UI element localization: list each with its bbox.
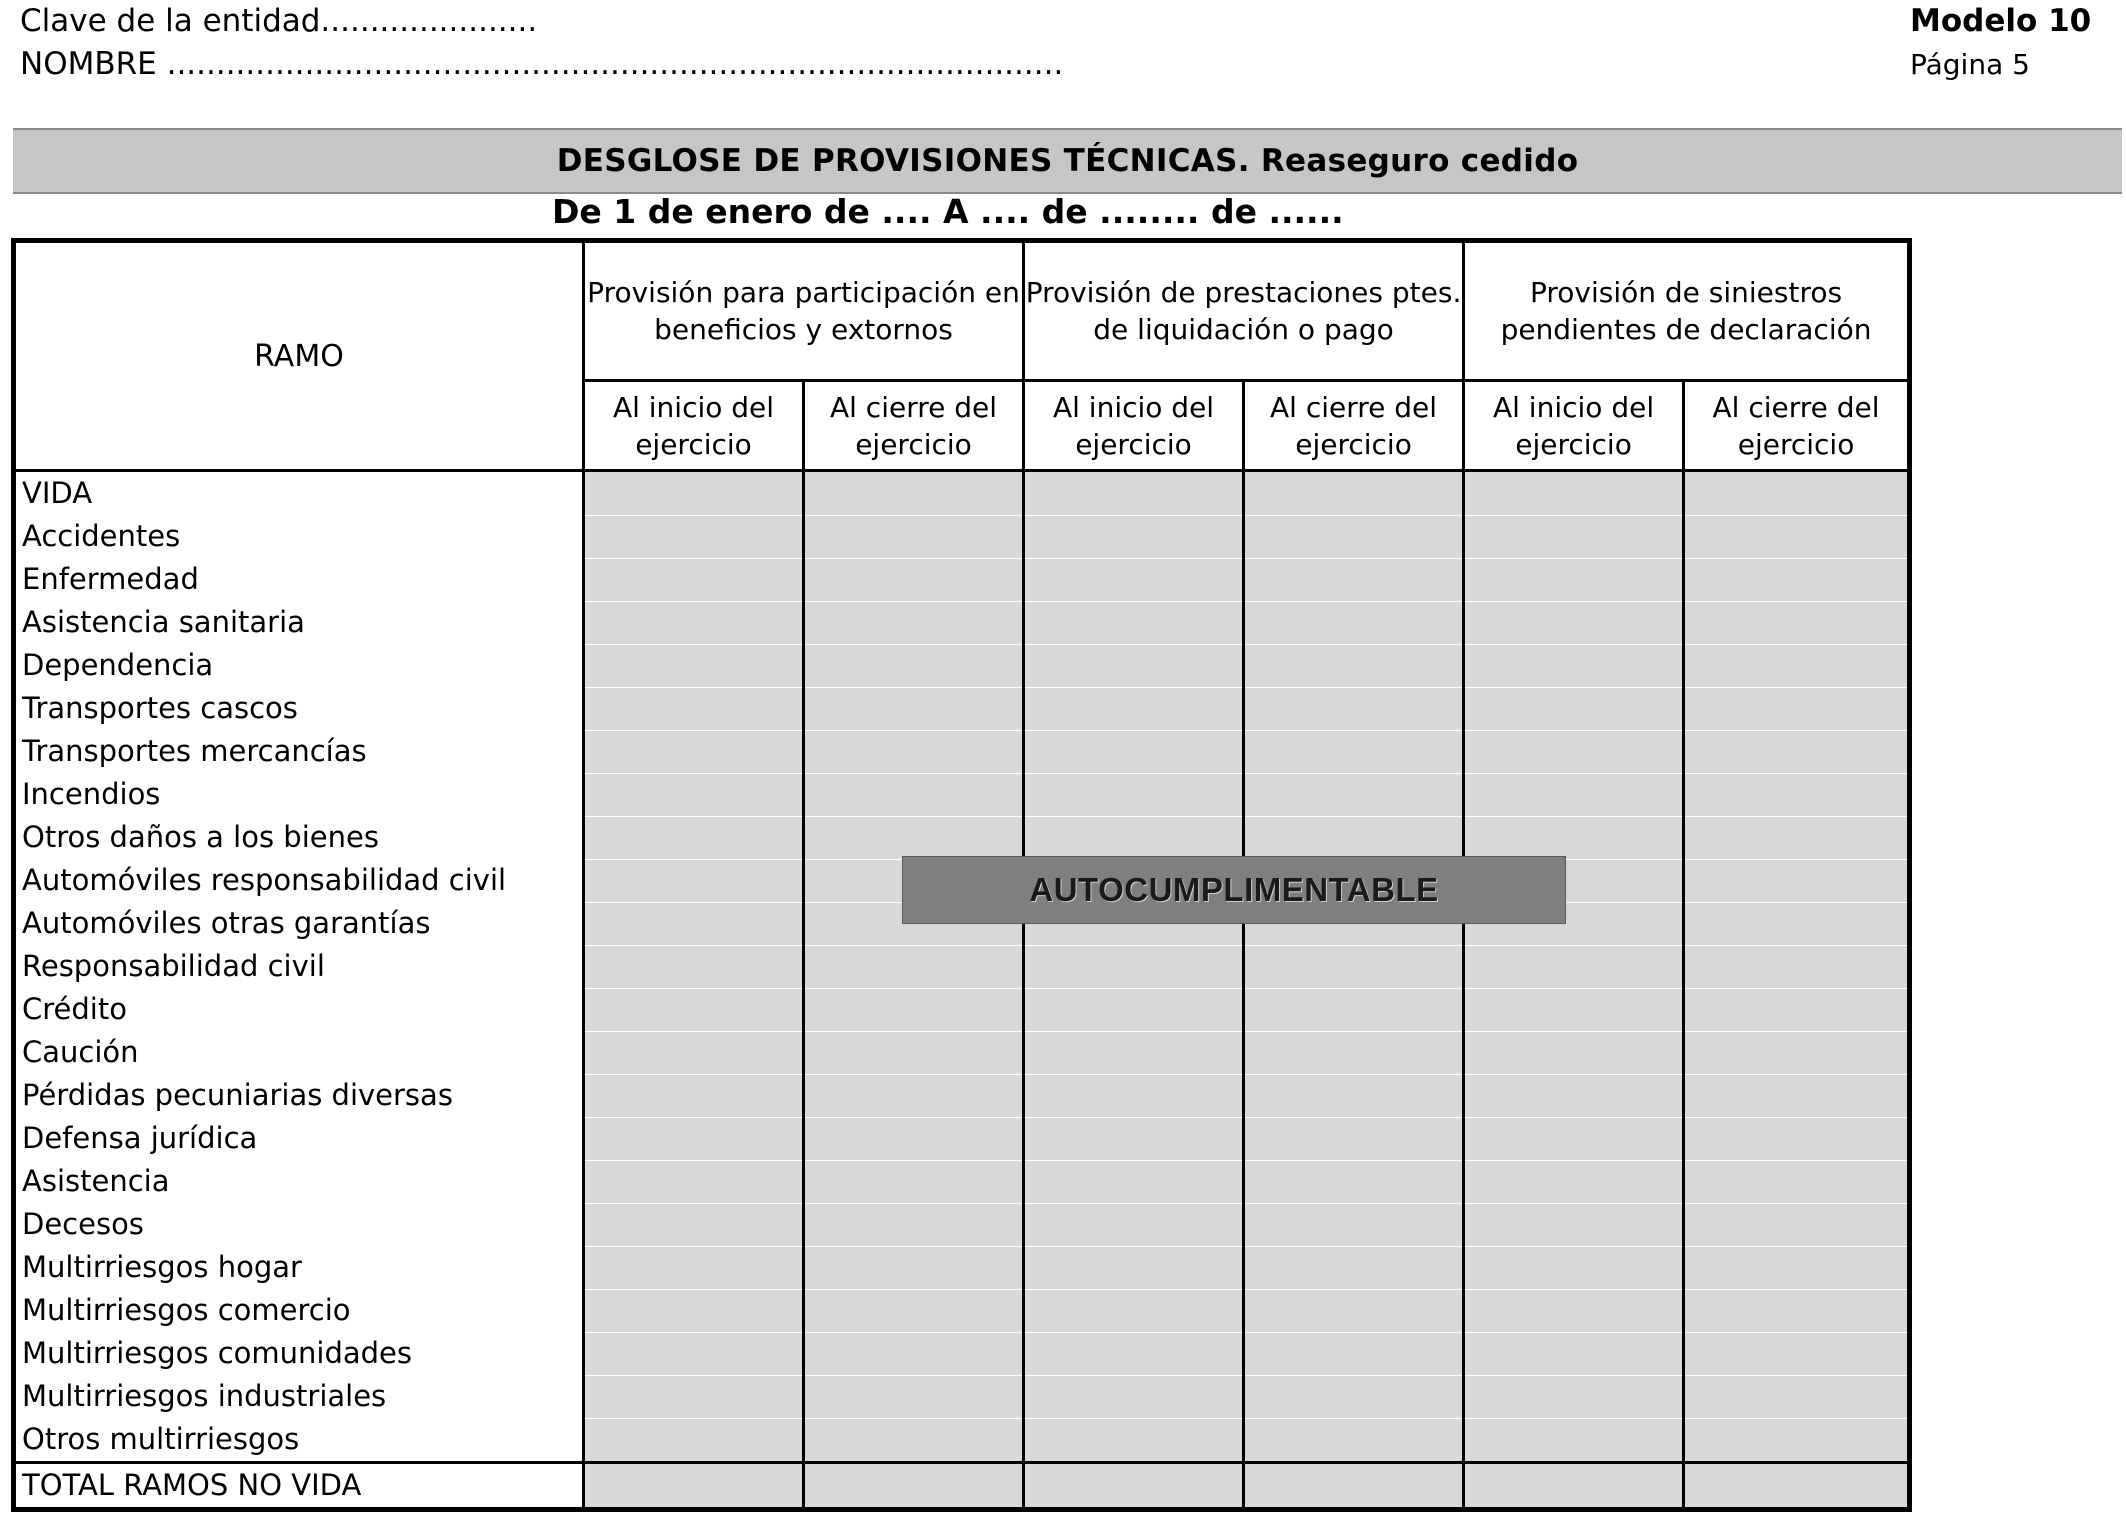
value-cell[interactable] bbox=[1464, 558, 1684, 601]
value-cell[interactable] bbox=[1244, 515, 1464, 558]
value-cell[interactable] bbox=[1024, 1289, 1244, 1332]
value-cell[interactable] bbox=[1464, 1375, 1684, 1418]
value-cell[interactable] bbox=[584, 902, 804, 945]
table-row bbox=[14, 471, 1910, 516]
value-cell[interactable] bbox=[1244, 1375, 1464, 1418]
value-cell[interactable] bbox=[584, 1246, 804, 1289]
value-cell[interactable] bbox=[584, 859, 804, 902]
subheader-inicio: Al inicio del ejercicio bbox=[584, 381, 804, 471]
value-cell[interactable] bbox=[1024, 988, 1244, 1031]
value-cell[interactable] bbox=[804, 1463, 1024, 1510]
ramo-header: RAMO bbox=[14, 241, 584, 471]
value-cell[interactable] bbox=[1024, 601, 1244, 644]
form-title-banner bbox=[13, 128, 2122, 194]
subheader-cierre: Al cierre del ejercicio bbox=[1684, 381, 1910, 471]
table-row bbox=[14, 1418, 1910, 1463]
value-cell[interactable] bbox=[1464, 1289, 1684, 1332]
value-cell[interactable] bbox=[1024, 1203, 1244, 1246]
value-cell[interactable] bbox=[1024, 1117, 1244, 1160]
value-cell[interactable] bbox=[584, 1463, 804, 1510]
value-cell[interactable] bbox=[1684, 859, 1910, 902]
table-row bbox=[14, 1074, 1910, 1117]
value-cell[interactable] bbox=[584, 471, 804, 516]
group-header-participacion: Provisión para participación en beneficios y extornos bbox=[584, 241, 1024, 381]
value-cell[interactable] bbox=[584, 988, 804, 1031]
row-label: Defensa jurídica bbox=[14, 1117, 584, 1160]
value-cell[interactable] bbox=[584, 601, 804, 644]
group-header-prestaciones: Provisión de prestaciones ptes. de liquidación o pago bbox=[1024, 241, 1464, 381]
value-cell[interactable] bbox=[584, 1418, 804, 1463]
table-row bbox=[14, 1117, 1910, 1160]
row-label: Transportes cascos bbox=[14, 687, 584, 730]
row-label: Asistencia sanitaria bbox=[14, 601, 584, 644]
value-cell[interactable] bbox=[1684, 1160, 1910, 1203]
entity-name-label: NOMBRE ........................................................................................... bbox=[20, 46, 1064, 82]
value-cell[interactable] bbox=[1244, 558, 1464, 601]
value-cell[interactable] bbox=[1684, 644, 1910, 687]
value-cell[interactable] bbox=[1244, 601, 1464, 644]
row-label: Dependencia bbox=[14, 644, 584, 687]
value-cell[interactable] bbox=[1244, 816, 1464, 859]
value-cell[interactable] bbox=[584, 1031, 804, 1074]
table-row bbox=[14, 515, 1910, 558]
value-cell[interactable] bbox=[1024, 730, 1244, 773]
value-cell[interactable] bbox=[1464, 515, 1684, 558]
row-label: Decesos bbox=[14, 1203, 584, 1246]
value-cell[interactable] bbox=[1464, 1031, 1684, 1074]
header-right bbox=[1910, 0, 2091, 86]
value-cell[interactable] bbox=[1024, 1074, 1244, 1117]
row-label: Otros multirriesgos bbox=[14, 1418, 584, 1463]
row-label: Caución bbox=[14, 1031, 584, 1074]
row-label: Multirriesgos comunidades bbox=[14, 1332, 584, 1375]
value-cell[interactable] bbox=[1024, 687, 1244, 730]
row-label: VIDA bbox=[14, 471, 584, 516]
value-cell[interactable] bbox=[1684, 816, 1910, 859]
table-row bbox=[14, 730, 1910, 773]
row-label: Pérdidas pecuniarias diversas bbox=[14, 1074, 584, 1117]
table-row bbox=[14, 1203, 1910, 1246]
value-cell[interactable] bbox=[1024, 816, 1244, 859]
page-number: Página 5 bbox=[1910, 48, 2030, 81]
row-label: Crédito bbox=[14, 988, 584, 1031]
value-cell[interactable] bbox=[1464, 1463, 1684, 1510]
value-cell[interactable] bbox=[1024, 471, 1244, 516]
value-cell[interactable] bbox=[804, 945, 1024, 988]
value-cell[interactable] bbox=[804, 730, 1024, 773]
value-cell[interactable] bbox=[1244, 1463, 1464, 1510]
value-cell[interactable] bbox=[1684, 988, 1910, 1031]
value-cell[interactable] bbox=[804, 471, 1024, 516]
value-cell[interactable] bbox=[1244, 644, 1464, 687]
value-cell[interactable] bbox=[1684, 1031, 1910, 1074]
table-row bbox=[14, 558, 1910, 601]
value-cell[interactable] bbox=[1024, 1160, 1244, 1203]
row-label: Automóviles responsabilidad civil bbox=[14, 859, 584, 902]
row-label: Automóviles otras garantías bbox=[14, 902, 584, 945]
row-label: Multirriesgos comercio bbox=[14, 1289, 584, 1332]
value-cell[interactable] bbox=[1464, 1203, 1684, 1246]
row-label: Transportes mercancías bbox=[14, 730, 584, 773]
table-row bbox=[14, 1246, 1910, 1289]
value-cell[interactable] bbox=[584, 730, 804, 773]
value-cell[interactable] bbox=[1244, 773, 1464, 816]
subheader-inicio: Al inicio del ejercicio bbox=[1464, 381, 1684, 471]
value-cell[interactable] bbox=[584, 687, 804, 730]
value-cell[interactable] bbox=[1684, 471, 1910, 516]
value-cell[interactable] bbox=[804, 773, 1024, 816]
value-cell[interactable] bbox=[584, 1160, 804, 1203]
value-cell[interactable] bbox=[804, 558, 1024, 601]
value-cell[interactable] bbox=[1464, 945, 1684, 988]
subheader-cierre: Al cierre del ejercicio bbox=[1244, 381, 1464, 471]
table-row bbox=[14, 644, 1910, 687]
value-cell[interactable] bbox=[584, 644, 804, 687]
value-cell[interactable] bbox=[1684, 1332, 1910, 1375]
value-cell[interactable] bbox=[1684, 1289, 1910, 1332]
value-cell[interactable] bbox=[1464, 773, 1684, 816]
value-cell[interactable] bbox=[1684, 558, 1910, 601]
value-cell[interactable] bbox=[584, 1332, 804, 1375]
value-cell[interactable] bbox=[1024, 558, 1244, 601]
table-row bbox=[14, 601, 1910, 644]
value-cell[interactable] bbox=[584, 816, 804, 859]
value-cell[interactable] bbox=[1244, 1332, 1464, 1375]
value-cell[interactable] bbox=[1684, 730, 1910, 773]
value-cell[interactable] bbox=[1024, 773, 1244, 816]
row-label: Responsabilidad civil bbox=[14, 945, 584, 988]
table-row bbox=[14, 773, 1910, 816]
row-label: Asistencia bbox=[14, 1160, 584, 1203]
value-cell[interactable] bbox=[584, 558, 804, 601]
value-cell[interactable] bbox=[1024, 945, 1244, 988]
value-cell[interactable] bbox=[1464, 644, 1684, 687]
value-cell[interactable] bbox=[1684, 945, 1910, 988]
group-header-siniestros: Provisión de siniestros pendientes de declaración bbox=[1464, 241, 1910, 381]
value-cell[interactable] bbox=[1244, 1203, 1464, 1246]
value-cell[interactable] bbox=[1684, 1463, 1910, 1510]
value-cell[interactable] bbox=[804, 1117, 1024, 1160]
subheader-cierre: Al cierre del ejercicio bbox=[804, 381, 1024, 471]
value-cell[interactable] bbox=[1684, 1246, 1910, 1289]
value-cell[interactable] bbox=[1024, 1246, 1244, 1289]
value-cell[interactable] bbox=[804, 515, 1024, 558]
value-cell[interactable] bbox=[1684, 687, 1910, 730]
period-line: De 1 de enero de .... A .... de ........ de ...... bbox=[552, 192, 1344, 231]
value-cell[interactable] bbox=[1464, 1418, 1684, 1463]
table-row bbox=[14, 816, 1910, 859]
value-cell[interactable] bbox=[804, 1074, 1024, 1117]
value-cell[interactable] bbox=[584, 1074, 804, 1117]
value-cell[interactable] bbox=[584, 515, 804, 558]
value-cell[interactable] bbox=[1464, 1117, 1684, 1160]
subheader-inicio: Al inicio del ejercicio bbox=[1024, 381, 1244, 471]
value-cell[interactable] bbox=[1684, 1418, 1910, 1463]
value-cell[interactable] bbox=[1244, 687, 1464, 730]
row-label: Multirriesgos hogar bbox=[14, 1246, 584, 1289]
value-cell[interactable] bbox=[1684, 601, 1910, 644]
table-row bbox=[14, 1289, 1910, 1332]
table-row bbox=[14, 1160, 1910, 1203]
value-cell[interactable] bbox=[1464, 1074, 1684, 1117]
value-cell[interactable] bbox=[1244, 1117, 1464, 1160]
row-label: Incendios bbox=[14, 773, 584, 816]
table-row bbox=[14, 1332, 1910, 1375]
value-cell[interactable] bbox=[1244, 1074, 1464, 1117]
value-cell[interactable] bbox=[584, 1117, 804, 1160]
value-cell[interactable] bbox=[804, 644, 1024, 687]
value-cell[interactable] bbox=[1024, 1418, 1244, 1463]
value-cell[interactable] bbox=[1684, 515, 1910, 558]
value-cell[interactable] bbox=[1464, 601, 1684, 644]
value-cell[interactable] bbox=[1024, 1332, 1244, 1375]
table-body bbox=[14, 471, 1910, 1510]
header-left bbox=[20, 0, 1063, 86]
value-cell[interactable] bbox=[584, 945, 804, 988]
value-cell[interactable] bbox=[804, 1160, 1024, 1203]
value-cell[interactable] bbox=[1464, 988, 1684, 1031]
value-cell[interactable] bbox=[804, 1289, 1024, 1332]
model-number: Modelo 10 bbox=[1910, 3, 2092, 39]
row-label: Accidentes bbox=[14, 515, 584, 558]
table-row bbox=[14, 1463, 1910, 1510]
value-cell[interactable] bbox=[1244, 730, 1464, 773]
table-row bbox=[14, 687, 1910, 730]
value-cell[interactable] bbox=[804, 687, 1024, 730]
autocumplimentable-label: AUTOCUMPLIMENTABLE bbox=[1029, 871, 1439, 908]
value-cell[interactable] bbox=[804, 1332, 1024, 1375]
row-label: Multirriesgos industriales bbox=[14, 1375, 584, 1418]
value-cell[interactable] bbox=[804, 1203, 1024, 1246]
value-cell[interactable] bbox=[1244, 945, 1464, 988]
value-cell[interactable] bbox=[1464, 1160, 1684, 1203]
value-cell[interactable] bbox=[804, 988, 1024, 1031]
value-cell[interactable] bbox=[1024, 1375, 1244, 1418]
value-cell[interactable] bbox=[1244, 1418, 1464, 1463]
value-cell[interactable] bbox=[1024, 1463, 1244, 1510]
value-cell[interactable] bbox=[1684, 1203, 1910, 1246]
table-row bbox=[14, 1031, 1910, 1074]
value-cell[interactable] bbox=[1244, 471, 1464, 516]
value-cell[interactable] bbox=[1684, 773, 1910, 816]
value-cell[interactable] bbox=[1464, 730, 1684, 773]
value-cell[interactable] bbox=[1464, 471, 1684, 516]
form-title: DESGLOSE DE PROVISIONES TÉCNICAS. Reaseguro cedido bbox=[556, 143, 1579, 179]
value-cell[interactable] bbox=[584, 1203, 804, 1246]
value-cell[interactable] bbox=[1244, 1289, 1464, 1332]
value-cell[interactable] bbox=[1244, 1246, 1464, 1289]
value-cell[interactable] bbox=[804, 1246, 1024, 1289]
value-cell[interactable] bbox=[584, 773, 804, 816]
value-cell[interactable] bbox=[1244, 988, 1464, 1031]
value-cell[interactable] bbox=[1684, 1375, 1910, 1418]
value-cell[interactable] bbox=[1684, 902, 1910, 945]
value-cell[interactable] bbox=[584, 1375, 804, 1418]
autocumplimentable-banner bbox=[902, 856, 1566, 924]
value-cell[interactable] bbox=[804, 601, 1024, 644]
row-label: Enfermedad bbox=[14, 558, 584, 601]
value-cell[interactable] bbox=[1024, 644, 1244, 687]
entity-code-label: Clave de la entidad...................... bbox=[20, 3, 538, 39]
value-cell[interactable] bbox=[584, 1289, 804, 1332]
value-cell[interactable] bbox=[804, 1375, 1024, 1418]
value-cell[interactable] bbox=[1024, 1031, 1244, 1074]
row-label: TOTAL RAMOS NO VIDA bbox=[14, 1463, 584, 1510]
table-row bbox=[14, 945, 1910, 988]
table-row bbox=[14, 1375, 1910, 1418]
value-cell[interactable] bbox=[1244, 1031, 1464, 1074]
value-cell[interactable] bbox=[1464, 687, 1684, 730]
table-row bbox=[14, 988, 1910, 1031]
value-cell[interactable] bbox=[1684, 1074, 1910, 1117]
value-cell[interactable] bbox=[804, 1031, 1024, 1074]
value-cell[interactable] bbox=[1244, 1160, 1464, 1203]
value-cell[interactable] bbox=[1464, 1246, 1684, 1289]
value-cell[interactable] bbox=[1024, 515, 1244, 558]
value-cell[interactable] bbox=[804, 816, 1024, 859]
value-cell[interactable] bbox=[1464, 1332, 1684, 1375]
value-cell[interactable] bbox=[1684, 1117, 1910, 1160]
value-cell[interactable] bbox=[804, 1418, 1024, 1463]
row-label: Otros daños a los bienes bbox=[14, 816, 584, 859]
value-cell[interactable] bbox=[1464, 816, 1684, 859]
